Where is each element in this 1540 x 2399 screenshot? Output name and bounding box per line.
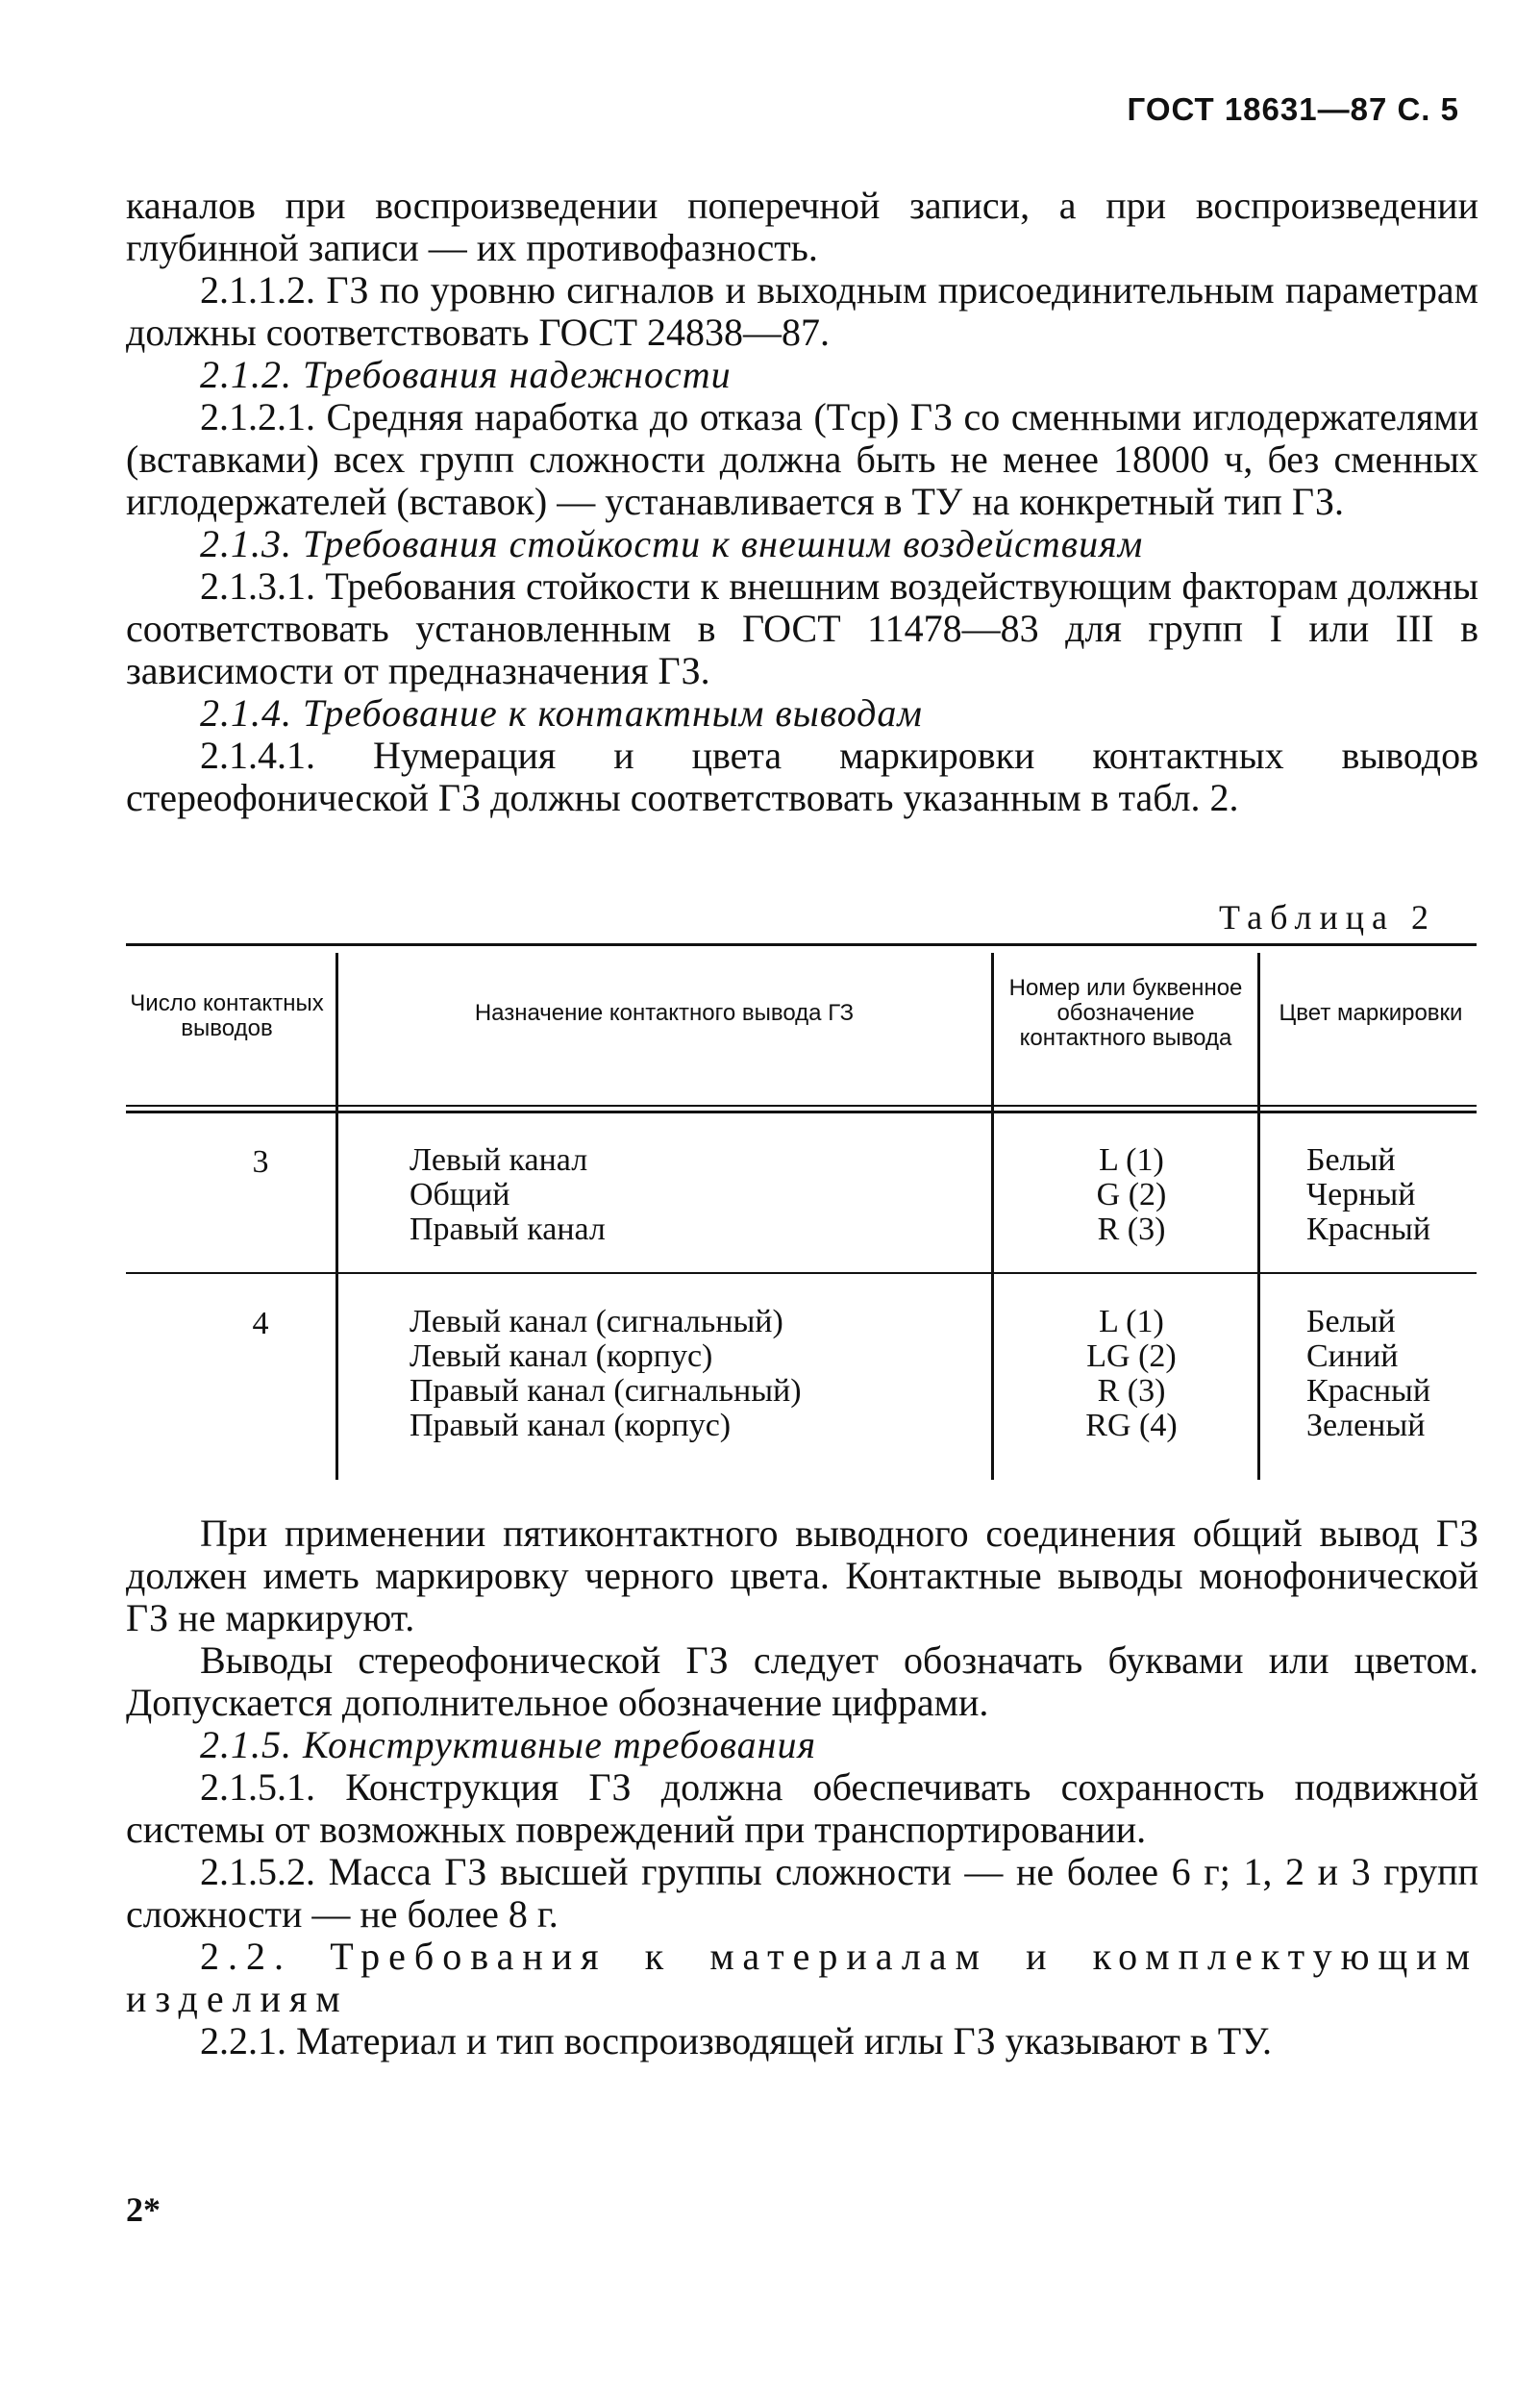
table-cell-count: 3 xyxy=(252,1144,269,1180)
paragraph: 2.1.5.2. Масса ГЗ высшей группы сложности — не более 6 г; 1, 2 и 3 групп сложности — не более 8 г. xyxy=(126,1850,1478,1936)
section-heading: 2.2. Требования к материалам и комплектующим изделиям xyxy=(126,1935,1478,2020)
table-cell-code: L (1) LG (2) R (3) RG (4) xyxy=(1085,1304,1178,1443)
table-caption: Таблица 2 xyxy=(1219,898,1436,937)
table-cell-color: Белый Синий Красный Зеленый xyxy=(1306,1304,1431,1443)
page-header: ГОСТ 18631—87 С. 5 xyxy=(1127,91,1459,127)
paragraph: 2.1.2.1. Средняя наработка до отказа (Tср) ГЗ со сменными иглодержателями (вставками) всех групп сложности должна быть не менее 18000 ч, без сменных иглодержателей (вставок) — устанавливается в ТУ на конкретный тип ГЗ. xyxy=(126,395,1478,523)
table-cell-code: L (1) G (2) R (3) xyxy=(1096,1142,1167,1247)
table-cell-purpose: Левый канал Общий Правый канал xyxy=(410,1142,606,1247)
table-cell-purpose: Левый канал (сигнальный) Левый канал (корпус) Правый канал (сигнальный) Правый канал (корпус) xyxy=(410,1304,802,1443)
section-heading: 2.1.5. Конструктивные требования xyxy=(200,1723,817,1766)
table-header-count: Число контактных выводов xyxy=(130,990,324,1041)
table-header-purpose: Назначение контактного вывода ГЗ xyxy=(474,1000,855,1026)
table-top-rule xyxy=(126,943,1477,946)
paragraph: 2.1.5.1. Конструкция ГЗ должна обеспечивать сохранность подвижной системы от возможных повреждений при транспортировании. xyxy=(126,1765,1478,1851)
table-header-code: Номер или буквенное обозначение контактного вывода xyxy=(1008,975,1243,1051)
table xyxy=(126,943,1477,1480)
table-column-rule xyxy=(991,953,994,1480)
table-header-rule xyxy=(126,1105,1477,1107)
section-heading: 2.1.2. Требования надежности xyxy=(200,353,732,396)
paragraph: При применении пятиконтактного выводного соединения общий вывод ГЗ должен иметь маркировку черного цвета. Контактные выводы монофонической ГЗ не маркируют. xyxy=(126,1512,1478,1639)
paragraph: каналов при воспроизведении поперечной записи, а при воспроизведении глубинной записи — их противофазность. xyxy=(126,184,1478,269)
paragraph: 2.1.3.1. Требования стойкости к внешним воздействующим факторам должны соответствовать установленным в ГОСТ 11478—83 для групп I или III в зависимости от предназначения ГЗ. xyxy=(126,564,1478,692)
table-header-color: Цвет маркировки xyxy=(1279,1000,1463,1026)
section-heading: 2.1.4. Требование к контактным выводам xyxy=(200,691,923,735)
paragraph: 2.1.4.1. Нумерация и цвета маркировки контактных выводов стереофонической ГЗ должны соответствовать указанным в табл. 2. xyxy=(126,734,1478,819)
table-cell-color: Белый Черный Красный xyxy=(1306,1142,1431,1247)
table-group-rule xyxy=(126,1272,1477,1274)
table-header-rule xyxy=(126,1111,1477,1113)
text-block-top xyxy=(126,185,1478,819)
paragraph: 2.2.1. Материал и тип воспроизводящей иглы ГЗ указывают в ТУ. xyxy=(200,2019,1272,2062)
table-column-rule xyxy=(335,953,338,1480)
paragraph: Выводы стереофонической ГЗ следует обозначать буквами или цветом. Допускается дополнительное обозначение цифрами. xyxy=(126,1638,1478,1724)
section-heading: 2.1.3. Требования стойкости к внешним воздействиям xyxy=(200,522,1144,565)
table-cell-count: 4 xyxy=(252,1306,269,1341)
paragraph: 2.1.1.2. ГЗ по уровню сигналов и выходным присоединительным параметрам должны соответствовать ГОСТ 24838—87. xyxy=(126,268,1478,354)
page-signature: 2* xyxy=(126,2190,161,2229)
text-block-bottom xyxy=(126,1512,1478,2062)
